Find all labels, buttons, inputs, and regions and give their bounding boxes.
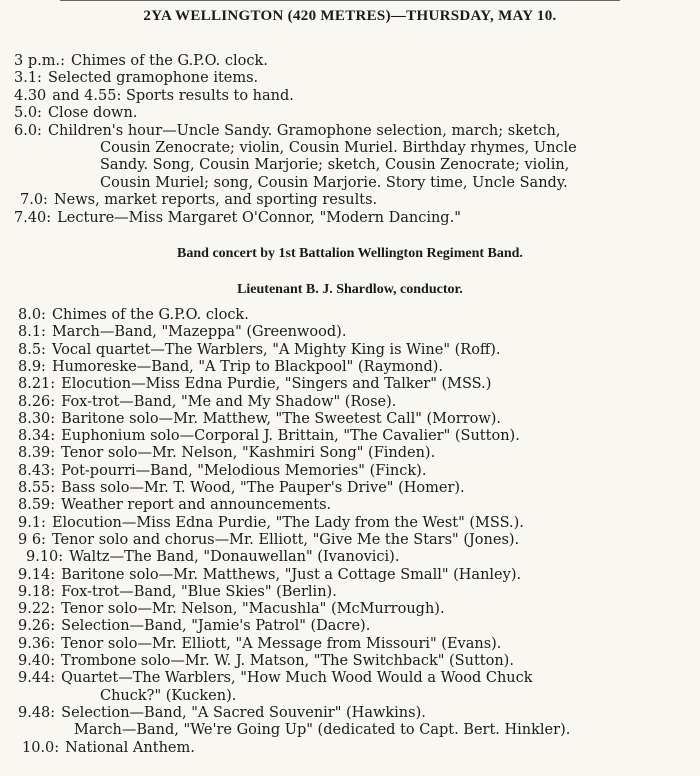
- programme-text: Pot-pourri—Band, "Melodious Memories" (Finck).: [61, 462, 427, 479]
- programme-text: Chimes of the G.P.O. clock.: [70, 53, 268, 69]
- programme-time: 5.0:: [14, 105, 42, 122]
- programme-line: [18, 375, 491, 393]
- programme-text: Fox-trot—Band, "Blue Skies" (Berlin).: [61, 583, 337, 600]
- programme-line: [22, 739, 195, 757]
- programme-time: 9.22:: [18, 601, 56, 618]
- programme-line: [18, 704, 426, 722]
- page-title: 2YA WELLINGTON (420 METRES)—THURSDAY, MAY 10.: [143, 8, 557, 24]
- programme-text: Trombone solo—Mr. W. J. Matson, "The Switchback" (Sutton).: [61, 653, 514, 669]
- programme-line: [14, 69, 258, 87]
- programme-time: 9.26:: [18, 618, 56, 635]
- programme-time: 3 p.m.:: [14, 53, 65, 69]
- programme-text: News, market reports, and sporting results.: [53, 192, 378, 209]
- programme-text: Cousin Muriel; song, Cousin Marjorie. Story time, Uncle Sandy.: [100, 174, 568, 191]
- programme-time: 8.55:: [18, 480, 56, 496]
- programme-line: [18, 566, 521, 584]
- programme-line: [18, 462, 426, 480]
- programme-time: 4.30: [14, 87, 47, 104]
- programme-time: 9.48:: [18, 704, 56, 721]
- programme-line: [18, 341, 501, 359]
- programme-line: [18, 306, 249, 324]
- programme-line: [18, 496, 331, 514]
- programme-time: 8.1:: [18, 324, 46, 341]
- programme-text: and 4.55: Sports results to hand.: [52, 87, 294, 104]
- programme-line: [18, 514, 524, 532]
- programme-time: 8.9:: [18, 358, 46, 375]
- programme-text: Vocal quartet—The Warblers, "A Mighty King is Wine" (Roff).: [51, 341, 501, 358]
- programme-time: 8.26:: [18, 393, 56, 410]
- programme-time: 9.36:: [18, 635, 56, 652]
- programme-line: [20, 191, 377, 209]
- programme-text: Baritone solo—Mr. Matthew, "The Sweetest Call" (Morrow).: [61, 410, 502, 427]
- programme-text: Euphonium solo—Corporal J. Brittain, "The Cavalier" (Sutton).: [61, 428, 520, 445]
- programme-line: [26, 548, 399, 566]
- programme-text: Elocution—Miss Edna Purdie, "Singers and Talker" (MSS.): [61, 376, 492, 393]
- programme-text: Humoreske—Band, "A Trip to Blackpool" (Raymond).: [51, 358, 444, 375]
- programme-time: 8.0:: [18, 307, 46, 323]
- programme-line: [18, 652, 514, 670]
- programme-time: 9.10:: [26, 549, 64, 566]
- conductor-heading: Lieutenant B. J. Shardlow, conductor.: [237, 282, 463, 297]
- programme-text: Lecture—Miss Margaret O'Connor, "Modern Dancing.": [57, 209, 461, 226]
- programme-line: [18, 583, 337, 601]
- programme-line: [18, 393, 396, 411]
- programme-text: Chimes of the G.P.O. clock.: [51, 307, 249, 323]
- programme-text: March—Band, "Mazeppa" (Greenwood).: [51, 324, 347, 341]
- programme-line: [74, 721, 570, 739]
- programme-time: 9.14:: [18, 566, 56, 583]
- programme-time: 8.30:: [18, 410, 56, 427]
- programme-line: [18, 635, 501, 653]
- programme-line: [18, 427, 520, 445]
- programme-text: Bass solo—Mr. T. Wood, "The Pauper's Drive" (Homer).: [61, 480, 465, 496]
- programme-line: [100, 139, 577, 157]
- programme-line: [18, 444, 435, 462]
- programme-text: Elocution—Miss Edna Purdie, "The Lady from the West" (MSS.).: [51, 514, 524, 531]
- programme-text: Quartet—The Warblers, "How Much Wood Would a Wood Chuck: [61, 670, 533, 687]
- programme-line: [18, 531, 519, 549]
- top-rule: [60, 0, 620, 1]
- programme-line: [18, 600, 445, 618]
- programme-text: Chuck?" (Kucken).: [100, 687, 237, 704]
- programme-text: Tenor solo and chorus—Mr. Elliott, "Give Me the Stars" (Jones).: [51, 531, 520, 548]
- programme-time: 8.39:: [18, 445, 56, 462]
- programme-time: 9 6:: [18, 531, 46, 548]
- programme-text: Selection—Band, "A Sacred Souvenir" (Hawkins).: [61, 704, 426, 721]
- programme-time: 8.34:: [18, 428, 56, 445]
- programme-line: [18, 669, 533, 687]
- programme-time: 8.21:: [18, 376, 56, 393]
- programme-line: [18, 617, 370, 635]
- programme-text: Cousin Zenocrate; violin, Cousin Muriel. Birthday rhymes, Uncle: [100, 140, 577, 156]
- programme-text: Selected gramophone items.: [47, 70, 259, 87]
- programme-line: [14, 122, 560, 140]
- concert-heading: Band concert by 1st Battalion Wellington Regiment Band.: [177, 246, 523, 261]
- programme-time: 7.40:: [14, 209, 52, 226]
- programme-time: 9.44:: [18, 670, 56, 687]
- programme-line: [14, 209, 461, 227]
- programme-text: Tenor solo—Mr. Nelson, "Kashmiri Song" (Finden).: [61, 445, 436, 462]
- programme-text: Weather report and announcements.: [61, 497, 332, 514]
- programme-line: [14, 104, 137, 122]
- programme-time: 6.0:: [14, 122, 42, 139]
- programme-text: March—Band, "We're Going Up" (dedicated to Capt. Bert. Hinkler).: [74, 722, 571, 739]
- programme-line: [18, 323, 346, 341]
- programme-line: [100, 687, 236, 705]
- programme-time: 9.40:: [18, 653, 56, 669]
- programme-time: 8.43:: [18, 462, 56, 479]
- programme-text: Baritone solo—Mr. Matthews, "Just a Cottage Small" (Hanley).: [61, 566, 522, 583]
- programme-text: Tenor solo—Mr. Elliott, "A Message from Missouri" (Evans).: [61, 635, 502, 652]
- programme-line: [100, 156, 569, 174]
- programme-text: Fox-trot—Band, "Me and My Shadow" (Rose).: [61, 393, 397, 410]
- programme-text: Close down.: [47, 105, 138, 122]
- programme-text: Selection—Band, "Jamie's Patrol" (Dacre).: [61, 618, 371, 635]
- programme-text: Sandy. Song, Cousin Marjorie; sketch, Cousin Zenocrate; violin,: [100, 157, 570, 174]
- programme-text: Children's hour—Uncle Sandy. Gramophone selection, march; sketch,: [47, 122, 561, 139]
- programme-time: 9.18:: [18, 583, 56, 600]
- programme-text: National Anthem.: [65, 739, 195, 756]
- programme-time: 7.0:: [20, 192, 48, 209]
- programme-time: 9.1:: [18, 514, 46, 531]
- programme-line: [14, 87, 294, 105]
- programme-line: [14, 52, 268, 70]
- programme-time: 8.59:: [18, 497, 56, 514]
- programme-time: 3.1:: [14, 70, 42, 87]
- programme-line: [18, 410, 501, 428]
- programme-time: 8.5:: [18, 341, 46, 358]
- programme-line: [100, 174, 568, 192]
- programme-text: Waltz—The Band, "Donauwellan" (Ivanovici).: [69, 549, 400, 566]
- programme-line: [18, 358, 443, 376]
- programme-text: Tenor solo—Mr. Nelson, "Macushla" (McMurrough).: [61, 601, 445, 618]
- programme-line: [18, 479, 465, 497]
- programme-time: 10.0:: [22, 739, 60, 756]
